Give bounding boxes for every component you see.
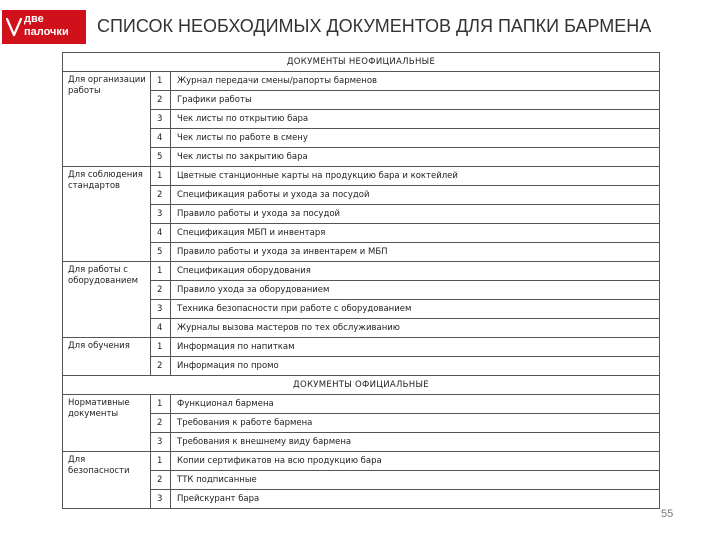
section-header-row xyxy=(63,53,660,72)
table-row xyxy=(63,433,660,452)
item-number: 2 xyxy=(151,357,171,376)
table-row xyxy=(63,262,660,281)
item-number: 5 xyxy=(151,243,171,262)
chopsticks-icon xyxy=(5,17,23,37)
section-header-row xyxy=(63,376,660,395)
item-text: Требования к работе бармена xyxy=(171,414,660,433)
item-text: Цветные станционные карты на продукцию бара и коктейлей xyxy=(171,167,660,186)
item-number: 1 xyxy=(151,452,171,471)
item-number: 4 xyxy=(151,319,171,338)
table-row xyxy=(63,357,660,376)
section-heading: ДОКУМЕНТЫ ОФИЦИАЛЬНЫЕ xyxy=(63,376,660,395)
item-number: 4 xyxy=(151,224,171,243)
item-number: 5 xyxy=(151,148,171,167)
logo-line-1: две xyxy=(24,13,44,25)
item-text: Копии сертификатов на всю продукцию бара xyxy=(171,452,660,471)
item-text: ТТК подписанные xyxy=(171,471,660,490)
table-row xyxy=(63,91,660,110)
item-number: 3 xyxy=(151,433,171,452)
item-text: Правило ухода за оборудованием xyxy=(171,281,660,300)
item-number: 3 xyxy=(151,490,171,509)
table-row xyxy=(63,300,660,319)
item-text: Правило работы и ухода за инвентарем и МБП xyxy=(171,243,660,262)
item-number: 3 xyxy=(151,300,171,319)
category-cell: Для обучения xyxy=(63,338,151,376)
item-text: Спецификация работы и ухода за посудой xyxy=(171,186,660,205)
item-number: 3 xyxy=(151,110,171,129)
item-number: 2 xyxy=(151,91,171,110)
table-row xyxy=(63,490,660,509)
item-number: 2 xyxy=(151,186,171,205)
item-text: Журнал передачи смены/рапорты барменов xyxy=(171,72,660,91)
item-text: Информация по напиткам xyxy=(171,338,660,357)
logo-line-2: палочки xyxy=(24,26,69,38)
item-number: 1 xyxy=(151,395,171,414)
page-title: СПИСОК НЕОБХОДИМЫХ ДОКУМЕНТОВ ДЛЯ ПАПКИ БАРМЕНА xyxy=(97,16,652,36)
table-row xyxy=(63,205,660,224)
category-cell: Нормативные документы xyxy=(63,395,151,452)
item-text: Требования к внешнему виду бармена xyxy=(171,433,660,452)
item-text: Чек листы по работе в смену xyxy=(171,129,660,148)
table-row xyxy=(63,72,660,91)
brand-logo xyxy=(2,10,86,44)
item-text: Спецификация оборудования xyxy=(171,262,660,281)
item-text: Графики работы xyxy=(171,91,660,110)
item-text: Спецификация МБП и инвентаря xyxy=(171,224,660,243)
item-text: Информация по промо xyxy=(171,357,660,376)
item-text: Техника безопасности при работе с оборудованием xyxy=(171,300,660,319)
item-text: Функционал бармена xyxy=(171,395,660,414)
table-row xyxy=(63,148,660,167)
item-text: Журналы вызова мастеров по тех обслуживанию xyxy=(171,319,660,338)
table-row xyxy=(63,338,660,357)
table-row xyxy=(63,319,660,338)
item-number: 1 xyxy=(151,262,171,281)
item-number: 4 xyxy=(151,129,171,148)
item-number: 1 xyxy=(151,338,171,357)
table-row xyxy=(63,471,660,490)
category-cell: Для организации работы xyxy=(63,72,151,167)
item-text: Прейскурант бара xyxy=(171,490,660,509)
category-cell: Для соблюдения стандартов xyxy=(63,167,151,262)
item-number: 3 xyxy=(151,205,171,224)
table-row xyxy=(63,129,660,148)
item-text: Чек листы по открытию бара xyxy=(171,110,660,129)
item-text: Правило работы и ухода за посудой xyxy=(171,205,660,224)
table-row xyxy=(63,224,660,243)
item-number: 1 xyxy=(151,167,171,186)
table-row xyxy=(63,186,660,205)
table-row xyxy=(63,395,660,414)
category-cell: Для работы с оборудованием xyxy=(63,262,151,338)
table-row xyxy=(63,281,660,300)
item-number: 2 xyxy=(151,281,171,300)
table-row xyxy=(63,110,660,129)
page-number: 55 xyxy=(661,508,674,520)
item-number: 2 xyxy=(151,471,171,490)
item-number: 1 xyxy=(151,72,171,91)
table-row xyxy=(63,167,660,186)
table-row xyxy=(63,452,660,471)
documents-table-body xyxy=(63,53,660,509)
table-row xyxy=(63,414,660,433)
item-number: 2 xyxy=(151,414,171,433)
section-heading: ДОКУМЕНТЫ НЕОФИЦИАЛЬНЫЕ xyxy=(63,53,660,72)
category-cell: Для безопасности xyxy=(63,452,151,509)
documents-table xyxy=(62,52,660,509)
table-row xyxy=(63,243,660,262)
item-text: Чек листы по закрытию бара xyxy=(171,148,660,167)
